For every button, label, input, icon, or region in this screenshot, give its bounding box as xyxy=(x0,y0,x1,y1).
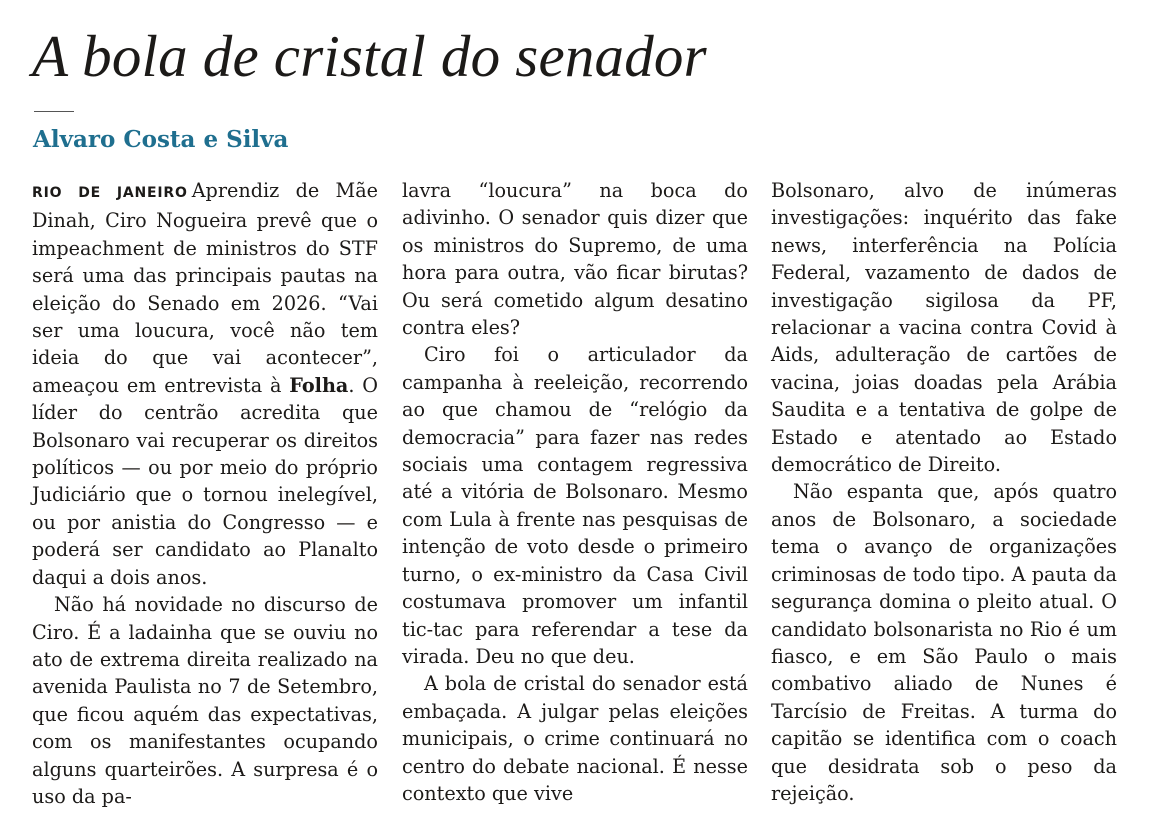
paragraph-4-continued: Bolsonaro, alvo de inúmeras investigações: inquérito das fake news, interferência na Polícia Federal, vazamento de dados de investigação sigilosa da PF, relacionar a vacina contra Covid à Aids, adulteração de cartões de vacina, joias doadas pela Arábia Saudita e a tentativa de golpe de Estado e atentado ao Estado democrático de Direito. xyxy=(771,179,1117,477)
headline: A bola de cristal do senador xyxy=(32,23,707,89)
article-column-3 xyxy=(771,177,1117,807)
byline: Alvaro Costa e Silva xyxy=(33,126,289,153)
newspaper-name: Folha xyxy=(289,373,349,397)
article-column-1 xyxy=(32,177,378,810)
article-column-2 xyxy=(402,177,748,807)
paragraph-5: Não espanta que, após quatro anos de Bolsonaro, a sociedade tema o avanço de organizações criminosas de todo tipo. A pauta da segurança domina o pleito atual. O candidato bolsonarista no Rio é um fiasco, e em São Paulo o mais combativo aliado de Nunes é Tarcísio de Freitas. A turma do capitão se identifica com o coach que desidrata sob o peso da rejeição. xyxy=(771,480,1117,805)
paragraph-4: A bola de cristal do senador está embaçada. A julgar pelas eleições municipais, o crime continuará no centro do debate nacional. É nesse contexto que vive xyxy=(402,672,748,805)
divider xyxy=(34,111,74,112)
paragraph-2-continued: lavra “loucura” na boca do adivinho. O senador quis dizer que os ministros do Supremo, de uma hora para outra, vão ficar birutas? Ou será cometido algum desatino contra eles? xyxy=(402,179,748,340)
paragraph-1: RIO DE JANEIRO Aprendiz de Mãe Dinah, Ciro Nogueira prevê que o impeachment de ministros do STF será uma das principais pautas na eleição do Senado em 2026. “Vai ser uma loucura, você não tem ideia do que vai acontecer”, ameaçou em entrevista à Folha. O líder do centrão acredita que Bolsonaro vai recuperar os direitos políticos — ou por meio do próprio Judiciário que o tornou inelegível, ou por anistia do Congresso — e poderá ser candidato ao Planalto daqui a dois anos. xyxy=(32,179,378,589)
paragraph-3: Ciro foi o articulador da campanha à reeleição, recorrendo ao que chamou de “relógio da democracia” para fazer nas redes sociais uma contagem regressiva até a vitória de Bolsonaro. Mesmo com Lula à frente nas pesquisas de intenção de voto desde o primeiro turno, o ex-ministro da Casa Civil costumava promover um infantil tic-tac para referendar a tese da virada. Deu no que deu. xyxy=(402,343,748,668)
dateline: RIO DE JANEIRO xyxy=(32,185,188,201)
paragraph-2: Não há novidade no discurso de Ciro. É a ladainha que se ouviu no ato de extrema direita realizado na avenida Paulista no 7 de Setembro, que ficou aquém das expectativas, com os manifestantes ocupando alguns quarteirões. A surpresa é o uso da pa- xyxy=(32,593,378,808)
